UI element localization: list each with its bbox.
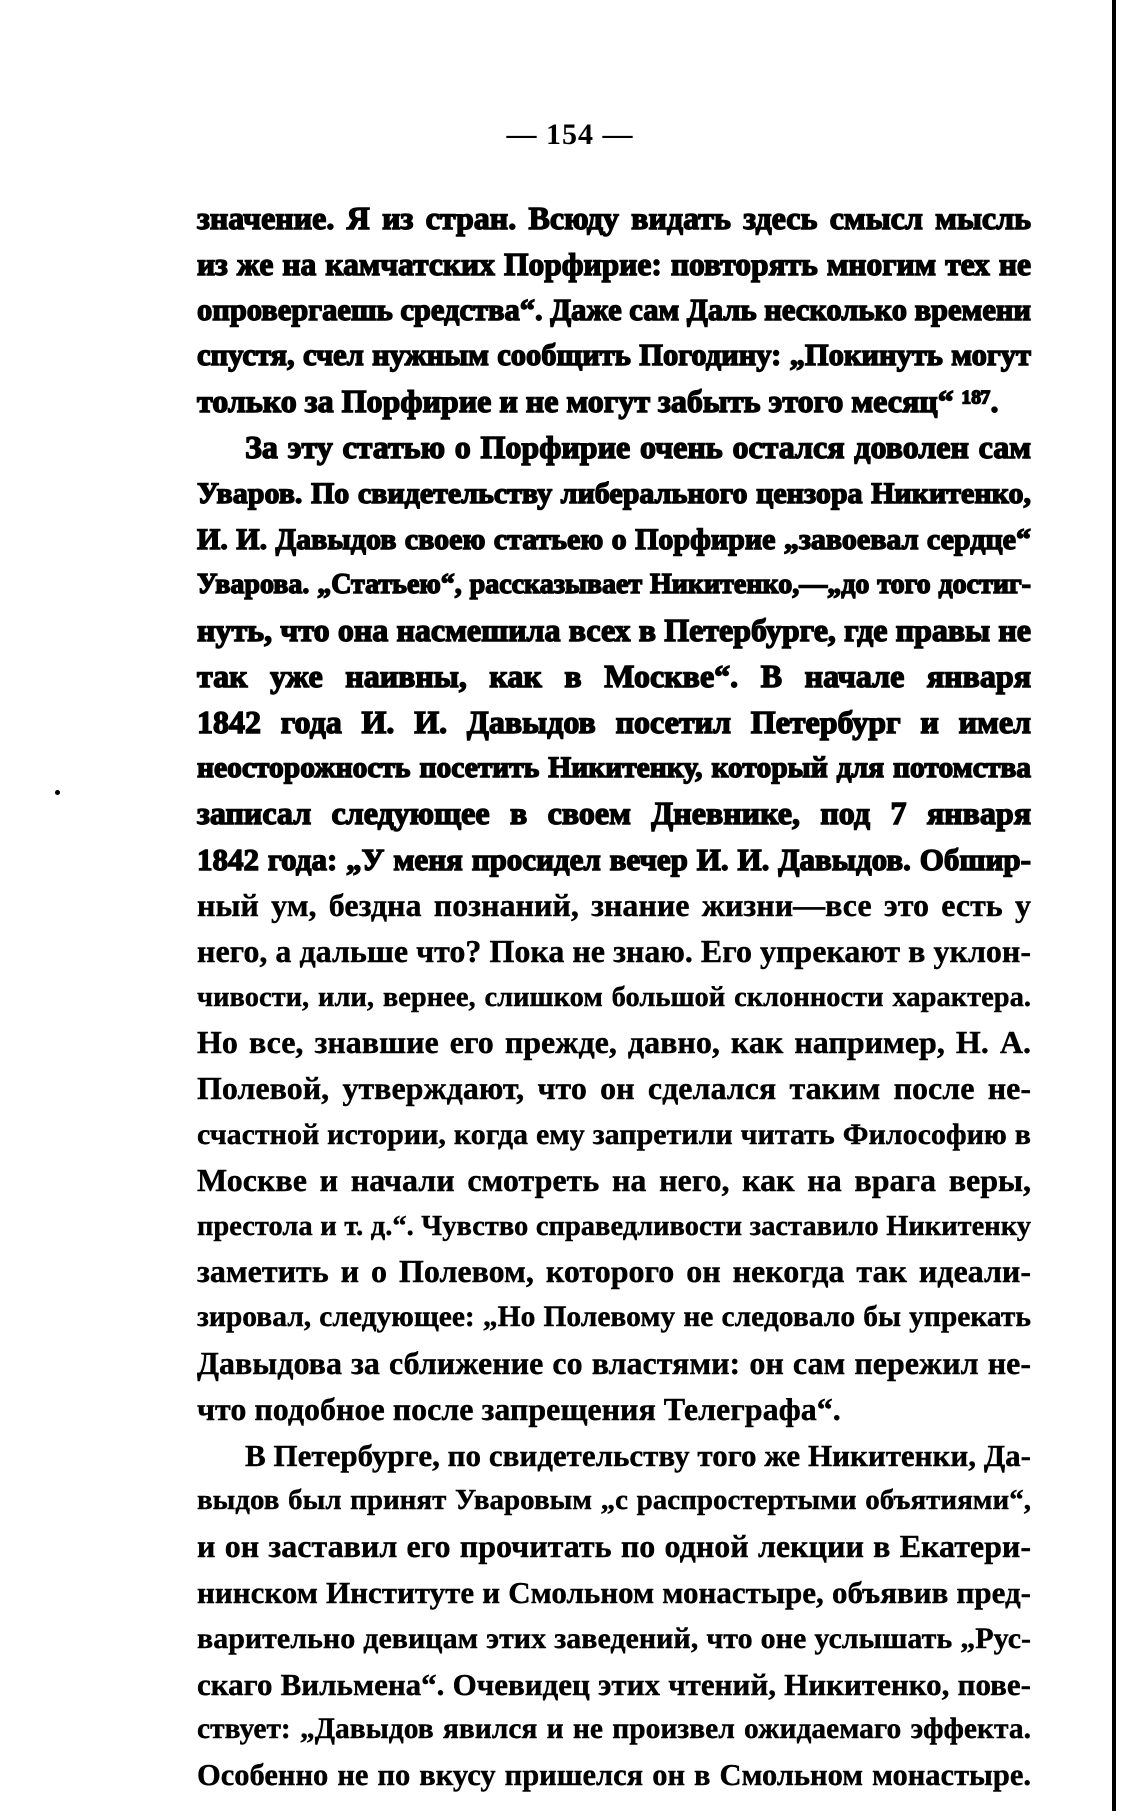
text-line: За эту статью о Порфирие очень остался доволен сам xyxy=(245,428,1031,465)
text-line: зировал, следующее: „Но Полевому не следовало бы упрекать xyxy=(197,1301,1031,1334)
text-line: только за Порфирие и не могут забыть этого месяц“ ¹⁸⁷. xyxy=(197,383,999,420)
text-line: нуть, что она насмешила всех в Петербурге, где правы не xyxy=(197,612,1031,649)
text-line: Москве и начали смотреть на него, как на врага веры, xyxy=(197,1161,1031,1198)
text-line: 1842 года: „У меня просидел вечер И. И. Давыдов. Обшир- xyxy=(197,842,1031,878)
body-text xyxy=(197,196,1031,1799)
text-line: престола и т. д.“. Чувство справедливости заставило Никитенку xyxy=(197,1210,1031,1242)
text-line: спустя, счел нужным сообщить Погодину: „Покинуть могут xyxy=(197,338,1031,373)
text-line: В Петербурге, по свидетельству того же Никитенки, Да- xyxy=(245,1437,1031,1473)
text-line: счастной истории, когда ему запретили читать Философию в xyxy=(197,1117,1031,1151)
text-line: Уварова. „Статьею“, рассказывает Никитенко,—„до того достиг- xyxy=(197,569,1031,601)
text-line: Но все, знавшие его прежде, давно, как например, Н. А. xyxy=(197,1024,1031,1061)
text-line: выдов был принят Уваровым „с распростертыми объятиями“, xyxy=(197,1484,1031,1517)
text-line: нинском Институте и Смольном монастыре, объявив пред- xyxy=(197,1574,1031,1610)
text-line: И. И. Давыдов своею статьею о Порфирие „завоевал сердце“ xyxy=(197,522,1031,556)
page-number: — 154 — xyxy=(506,118,634,151)
text-line: значение. Я из стран. Всюду видать здесь смысл мысль xyxy=(197,200,1031,236)
text-line: Уваров. По свидетельству либерального цензора Никитенко, xyxy=(197,476,1031,510)
text-line: опровергаешь средства“. Даже сам Даль несколько времени xyxy=(197,292,1031,327)
text-line: 1842 года И. И. Давыдов посетил Петербург и имел xyxy=(197,703,1031,740)
text-line: записал следующее в своем Дневнике, под 7 января xyxy=(197,795,1031,832)
text-line: ный ум, бездна познаний, знание жизни—все это есть у xyxy=(197,886,1031,923)
text-line: варительно девицам этих заведений, что оне услышать „Рус- xyxy=(197,1621,1031,1655)
text-line: что подобное после запрещения Телеграфа“. xyxy=(197,1390,841,1427)
margin-speck xyxy=(55,790,60,795)
text-line: Давыдова за сближение со властями: он сам пережил не- xyxy=(197,1344,1031,1381)
text-line: Особенно не по вкусу пришелся он в Смольном монастыре. xyxy=(197,1758,1031,1793)
text-line: чивости, или, вернее, слишком большой склонности характера. xyxy=(197,981,1031,1013)
text-line: него, а дальше что? Пока не знаю. Его упрекают в уклон- xyxy=(197,932,1031,969)
page-edge-rule xyxy=(1112,0,1116,1811)
text-line: так уже наивны, как в Москве“. В начале января xyxy=(197,657,1031,694)
text-line: из же на камчатских Порфирие: повторять многим тех не xyxy=(197,246,1031,282)
text-line: скаго Вильмена“. Очевидец этих чтений, Никитенко, пове- xyxy=(197,1666,1031,1702)
text-line: ствует: „Давыдов явился и не произвел ожидаемаго эффекта. xyxy=(197,1713,1031,1746)
text-line: заметить и о Полевом, которого он некогда так идеали- xyxy=(197,1253,1031,1290)
text-line: неосторожность посетить Никитенку, который для потомства xyxy=(197,751,1031,784)
text-line: и он заставил его прочитать по одной лекции в Екатери- xyxy=(197,1528,1031,1565)
text-line: Полевой, утверждают, что он сделался таким после не- xyxy=(197,1070,1031,1107)
